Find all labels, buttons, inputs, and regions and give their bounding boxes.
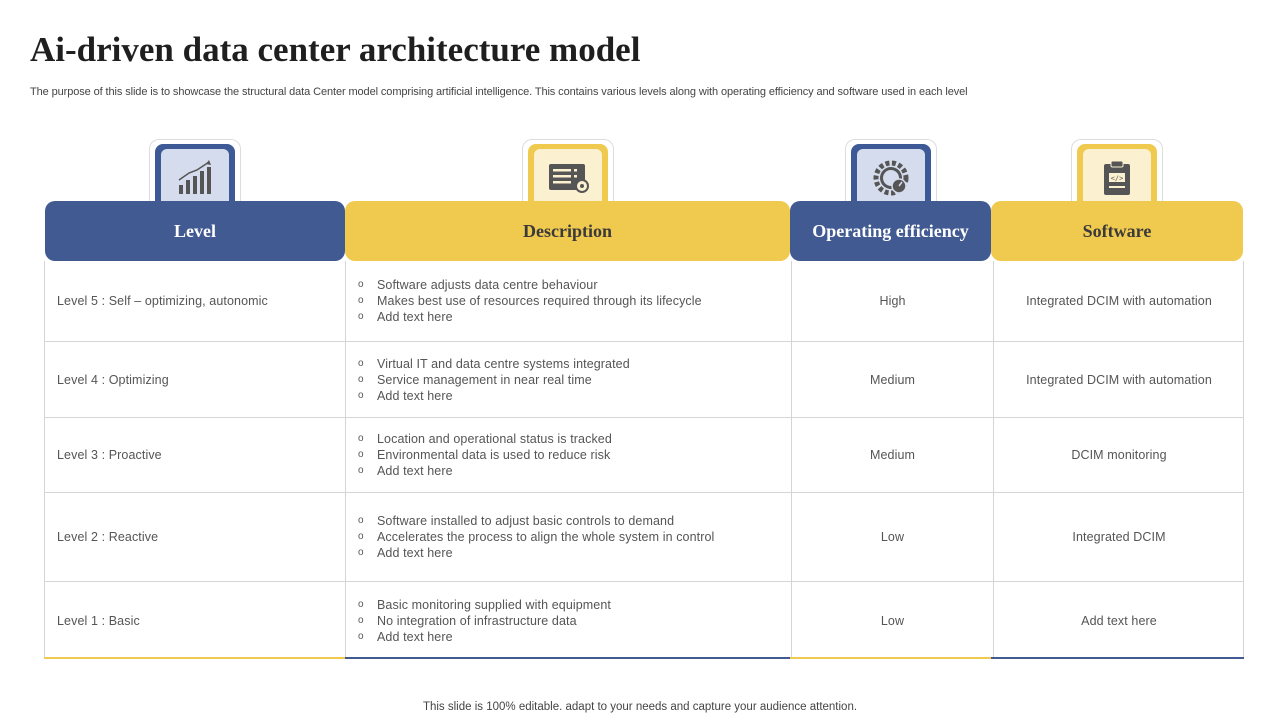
efficiency-cell: Medium [791,342,993,417]
table-row [45,493,1243,582]
list-item: o Add text here [358,629,453,644]
list-item: o Software adjusts data centre behaviour [358,278,598,292]
list-item: o Add text here [358,310,453,324]
list-item: o Makes best use of resources required through its lifecycle [358,294,702,308]
bottom-accent-line [44,657,345,659]
description-cell [345,261,791,341]
bottom-accent-line [345,657,790,659]
gear-gauge-icon [870,157,912,199]
table-row [45,418,1243,493]
list-item: o Virtual IT and data centre systems integrated [358,356,630,371]
page-subtitle: The purpose of this slide is to showcase the structural data Center model comprising artificial intelligence. This contains various levels along with operating efficiency and software used in each level [30,86,968,98]
column-header-level: Level [45,201,345,261]
bottom-accent-line [790,657,991,659]
list-item: o Accelerates the process to align the whole system in control [358,530,715,544]
software-cell: DCIM monitoring [993,418,1244,492]
software-cell: Add text here [993,582,1244,659]
software-cell: Integrated DCIM with automation [993,261,1244,341]
level-cell: Level 5 : Self – optimizing, autonomic [57,294,268,308]
column-header-description: Description [345,201,790,261]
list-item: o Location and operational status is tracked [358,432,612,446]
list-item: o Add text here [358,464,453,478]
list-item: o Basic monitoring supplied with equipment [358,597,611,612]
architecture-table [44,261,1244,659]
efficiency-cell: Low [791,493,993,581]
footer-note: This slide is 100% editable. adapt to your needs and capture your audience attention. [422,701,858,713]
list-item: o Service management in near real time [358,372,592,387]
description-cell [345,493,791,581]
level-cell: Level 3 : Proactive [57,448,162,462]
software-cell: Integrated DCIM with automation [993,342,1244,417]
table-row [45,261,1243,342]
description-cell [345,342,791,417]
description-icon-box [522,139,614,207]
efficiency-cell: Medium [791,418,993,492]
code-clipboard-icon [1100,159,1134,197]
efficiency-icon-box [845,139,937,207]
svg-text:</>: </> [1110,174,1124,183]
description-cell [345,418,791,492]
list-item: o Add text here [358,546,453,560]
software-cell: Integrated DCIM [993,493,1244,581]
efficiency-cell: Low [791,582,993,659]
efficiency-cell: High [791,261,993,341]
bar-chart-icon [175,158,215,198]
table-row [45,342,1243,418]
level-cell: Level 4 : Optimizing [57,372,169,387]
level-cell: Level 1 : Basic [57,613,140,628]
server-gear-icon [546,161,590,195]
page-title: Ai-driven data center architecture model [30,30,641,69]
list-item: o No integration of infrastructure data [358,613,577,628]
level-cell: Level 2 : Reactive [57,530,159,544]
bottom-accent-line [991,657,1244,659]
description-cell [345,582,791,659]
list-item: o Add text here [358,388,453,403]
software-icon-box [1071,139,1163,207]
column-header-operating-efficiency: Operating efficiency [790,201,991,261]
column-header-software: Software [991,201,1243,261]
table-row [45,582,1243,659]
level-icon-box [149,139,241,207]
list-item: o Environmental data is used to reduce risk [358,448,611,462]
list-item: o Software installed to adjust basic controls to demand [358,514,675,528]
